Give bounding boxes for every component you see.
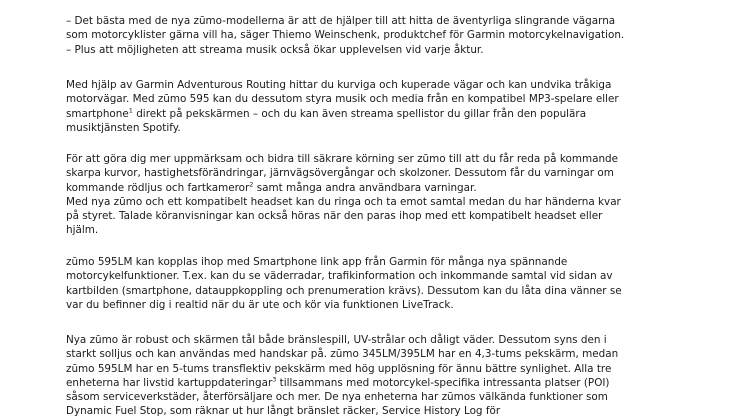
text-line: smartphone$^1$ direkt på pekskärmen – och du kan även streama spellistor du gillar från den populära <box>66 106 587 120</box>
footnote-marker: 2 <box>249 180 254 189</box>
footnote-marker: 3 <box>272 375 277 384</box>
paragraph-quote <box>66 14 624 57</box>
paragraph-robust-screen <box>66 333 618 419</box>
footnote-marker: 1 <box>128 106 133 115</box>
text-line: För att göra dig mer uppmärksam och bidra till säkrare körning ser zūmo till att du får reda på kommande <box>66 153 619 165</box>
text-line: var du befinner dig i realtid när du är ute och kör via funktionen LiveTrack. <box>66 298 454 311</box>
paragraph-adventurous-routing <box>66 78 619 135</box>
text-line: – Det bästa med de nya zūmo-modellerna är att de hjälper till att hitta de äventyrliga slingrande vägarna <box>66 15 616 27</box>
text-line: kommande rödljus och fartkameror$^2$ samt många andra användbara varningar. <box>66 180 477 194</box>
text-line: Med nya zūmo och ett kompatibelt headset kan du ringa och ta emot samtal medan du har händerna kvar <box>66 195 621 208</box>
text-line: kartbilden (smartphone, datauppkoppling och prenumeration krävs). Dessutom kan du låta dina vänner se <box>66 284 622 297</box>
text-line: Med hjälp av Garmin Adventurous Routing hittar du kurviga och kuperade vägar och kan undvika tråkiga <box>66 79 612 91</box>
text-line: Nya zūmo är robust och skärmen tål både bränslespill, UV-strålar och dåligt väder. Dessutom syns den i <box>66 334 607 346</box>
text-line: starkt solljus och kan användas med handskar på. zūmo 345LM/395LM har en 4,3-tums pekskärm, medan <box>66 348 619 361</box>
paragraph-warnings <box>66 152 621 238</box>
text-line: zūmo 595LM kan kopplas ihop med Smartphone link app från Garmin för många nya spännande <box>66 256 568 268</box>
text-line: på styret. Talade köranvisningar kan också höras när den paras ihop med ett kompatibelt headset eller <box>66 210 603 223</box>
text-line: motorvägar. Med zūmo 595 kan du dessutom styra musik och media från en kompatibel MP3-spelare eller <box>66 93 619 106</box>
text-line: som motorcyklister gärna vill ha, säger Thiemo Weinschenk, produktchef för Garmin motorcykelnavigation. <box>66 29 625 42</box>
text-line: skarpa kurvor, hastighetsförändringar, järnvägsövergångar och skolzoner. Dessutom får du varningar om <box>66 167 614 180</box>
text-line: musiktjänsten Spotify. <box>66 121 181 134</box>
text-line: motorcykelfunktioner. T.ex. kan du se väderradar, trafikinformation och inkommande samtal vid sidan av <box>66 270 613 283</box>
text-line: enheterna har livstid kartuppdateringar$^3$ tillsammans med motorcykel-specifika intressanta platser (POI) <box>66 375 610 389</box>
text-line: Dynamic Fuel Stop, som räknar ut hur långt bränslet räcker, Service History Log för <box>66 405 501 418</box>
paragraph-smartphone-link <box>66 255 622 312</box>
text-line: zūmo 595LM har en 5-tums transflektiv pekskärm med hög upplösning för ännu bättre synlighet. Alla tre <box>66 362 612 375</box>
text-line: såsom serviceverkstäder, återförsäljare och mer. De nya enheterna har zūmos välkända funktioner som <box>66 391 608 404</box>
text-line: hjälm. <box>66 224 99 237</box>
text-line: – Plus att möjligheten att streama musik också ökar upplevelsen vid varje åktur. <box>66 43 484 56</box>
